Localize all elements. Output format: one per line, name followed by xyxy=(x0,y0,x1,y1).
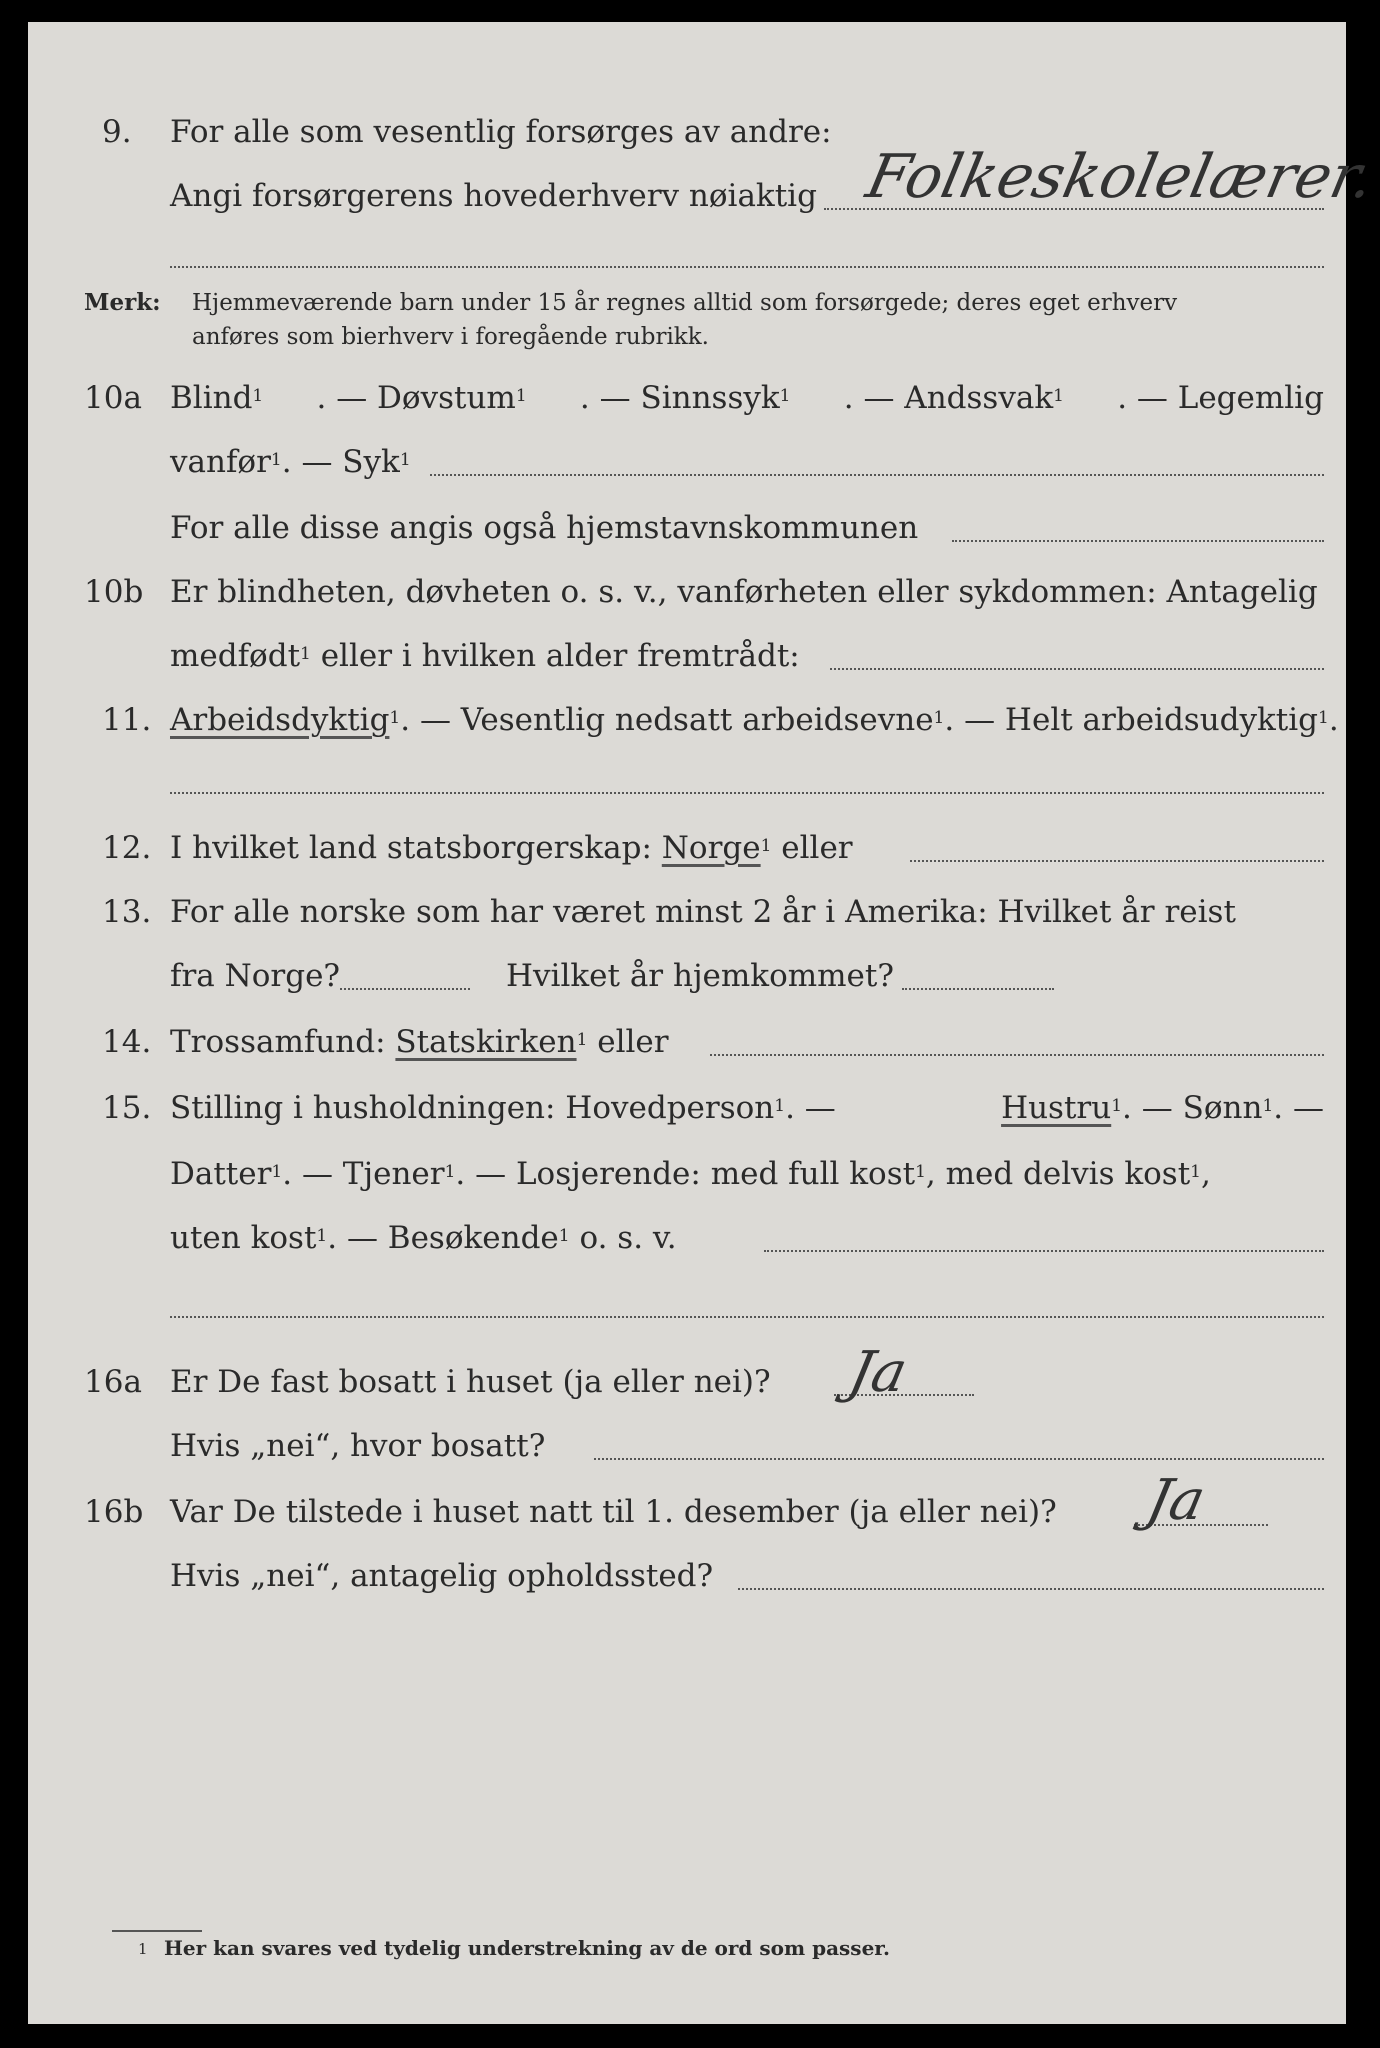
footnote-ref: 1 xyxy=(389,708,401,728)
q10b-line2 xyxy=(170,636,800,676)
footnote-rule xyxy=(112,1930,202,1932)
opt-norge: Norge xyxy=(661,830,761,866)
q15-osv: o. s. v. xyxy=(569,1220,677,1256)
footnote-ref: 1 xyxy=(399,450,411,470)
q15-extra-line xyxy=(170,1316,1324,1318)
opt-delvis-kost: , med delvis kost xyxy=(925,1156,1191,1192)
q15-number: 15. xyxy=(102,1090,152,1126)
q9-number: 9. xyxy=(102,114,132,150)
opt-arbeidsdyktig: Arbeidsdyktig xyxy=(170,702,390,738)
q10b-answer-line xyxy=(830,668,1324,670)
q10b-number: 10b xyxy=(84,574,144,610)
q9-line2: Angi forsørgerens hovederhverv nøiaktig xyxy=(170,178,817,214)
footnote-mark: 1 xyxy=(138,1940,148,1958)
q11-line xyxy=(170,700,1339,740)
footnote-ref: 1 xyxy=(252,386,264,406)
opt-legemlig: . — Legemlig xyxy=(1117,380,1324,416)
merk-label: Merk: xyxy=(84,289,161,316)
q15-answer-line xyxy=(764,1250,1324,1252)
q15-dash: . — xyxy=(785,1090,836,1126)
q16a-line1: Er De fast bosatt i huset (ja eller nei)? xyxy=(170,1364,771,1400)
q13-number: 13. xyxy=(102,894,152,930)
footnote-ref: 1 xyxy=(915,1162,926,1182)
q10a-home-line xyxy=(952,540,1324,542)
q10a-answer-line xyxy=(430,474,1324,476)
q13-line2b: Hvilket år hjemkommet? xyxy=(506,958,894,994)
footnote-ref: 1 xyxy=(774,1096,786,1116)
q10a-line1 xyxy=(170,378,1324,418)
footnote-ref: 1 xyxy=(316,1226,328,1246)
q9-answer: Folkeskolelærer. xyxy=(860,142,1380,212)
q13-line1: For alle norske som har været minst 2 år i Amerika: Hvilket år reist xyxy=(170,894,1236,930)
footnote-ref: 1 xyxy=(300,644,311,664)
opt-uten-kost: uten kost xyxy=(170,1220,317,1256)
q12-question: I hvilket land statsborgerskap: xyxy=(170,830,652,866)
opt-medfodt: medfødt xyxy=(170,638,301,674)
q13-reist-line xyxy=(340,988,470,990)
footnote-ref: 1 xyxy=(760,836,772,856)
q11-number: 11. xyxy=(102,702,152,738)
q15-dash: . — xyxy=(1273,1090,1324,1126)
opt-sonn: . — Sønn xyxy=(1122,1090,1263,1126)
merk-line1: Hjemmeværende barn under 15 år regnes alltid som forsørgede; deres eget erhverv xyxy=(192,290,1178,316)
footnote-ref: 1 xyxy=(933,708,945,728)
q16a-where-line xyxy=(594,1458,1324,1460)
q14-eller: eller xyxy=(587,1024,669,1060)
q9-line1: For alle som vesentlig forsørges av andre: xyxy=(170,114,832,150)
footnote-ref: 1 xyxy=(1190,1162,1201,1182)
opt-hustru: Hustru xyxy=(1001,1090,1112,1126)
footnote-ref: 1 xyxy=(1053,386,1064,406)
footnote-ref: 1 xyxy=(558,1226,570,1246)
opt-dovstum: . — Døvstum xyxy=(316,380,516,416)
q10a-number: 10a xyxy=(84,380,142,416)
q16b-answer: Ja xyxy=(1141,1468,1211,1533)
opt-full-kost: . — Losjerende: med full kost xyxy=(455,1156,916,1192)
footnote-ref: 1 xyxy=(270,450,282,470)
q12-number: 12. xyxy=(102,830,152,866)
q15-line2 xyxy=(170,1154,1324,1194)
opt-hovedperson: Stilling i husholdningen: Hovedperson xyxy=(170,1090,775,1126)
footnote-ref: 1 xyxy=(1318,708,1329,728)
q16b-number: 16b xyxy=(84,1494,144,1530)
q9-extra-line xyxy=(170,266,1324,268)
q12-answer-line xyxy=(910,860,1324,862)
q10a-line3: For alle disse angis også hjemstavnskommunen xyxy=(170,510,919,546)
opt-tjener: . — Tjener xyxy=(282,1156,445,1192)
q16a-line2: Hvis „nei“, hvor bosatt? xyxy=(170,1428,546,1464)
census-form-page xyxy=(28,22,1380,2024)
opt-statskirken: Statskirken xyxy=(395,1024,577,1060)
q14-number: 14. xyxy=(102,1024,152,1060)
q16b-line2: Hvis „nei“, antagelig opholdssted? xyxy=(170,1558,714,1594)
q16b-line1: Var De tilstede i huset natt til 1. desember (ja eller nei)? xyxy=(170,1494,1057,1530)
footnote-ref: 1 xyxy=(576,1030,588,1050)
footnote-ref: 1 xyxy=(1111,1096,1123,1116)
opt-andssvak: . — Andssvak xyxy=(843,380,1054,416)
q16b-where-line xyxy=(738,1588,1324,1590)
merk-line2: anføres som bierhverv i foregående rubrikk. xyxy=(192,324,709,350)
footnote-ref: 1 xyxy=(444,1162,456,1182)
opt-udyktig: . — Helt arbeidsudyktig xyxy=(944,702,1319,738)
q15-line3 xyxy=(170,1218,677,1258)
opt-vanfor: vanfør xyxy=(170,444,271,480)
q16a-number: 16a xyxy=(84,1364,142,1400)
opt-syk: . — Syk xyxy=(281,444,400,480)
q10b-line1: Er blindheten, døvheten o. s. v., vanførheten eller sykdommen: Antagelig xyxy=(170,574,1318,610)
footnote-ref: 1 xyxy=(1262,1096,1274,1116)
q15-line1 xyxy=(170,1088,1324,1128)
footnote-ref: 1 xyxy=(515,386,527,406)
opt-datter: Datter xyxy=(170,1156,272,1192)
q12-line xyxy=(170,828,853,868)
q13-hjem-line xyxy=(902,988,1054,990)
q16a-answer: Ja xyxy=(843,1340,913,1405)
q12-eller: eller xyxy=(771,830,853,866)
q14-question: Trossamfund: xyxy=(170,1024,386,1060)
footnote-text: Her kan svares ved tydelig understrekning av de ord som passer. xyxy=(164,1936,890,1960)
opt-nedsatt: . — Vesentlig nedsatt arbeidsevne xyxy=(400,702,934,738)
q15-comma: , xyxy=(1201,1156,1211,1192)
q11-extra-line xyxy=(170,792,1324,794)
footnote-ref: 1 xyxy=(779,386,791,406)
opt-blind: Blind xyxy=(170,380,253,416)
q10a-line2 xyxy=(170,442,411,482)
q11-period: . xyxy=(1328,702,1339,738)
opt-besokende: . — Besøkende xyxy=(327,1220,559,1256)
opt-sinnssyk: . — Sinnssyk xyxy=(579,380,780,416)
q13-line2a: fra Norge? xyxy=(170,958,341,994)
q14-answer-line xyxy=(710,1054,1324,1056)
q10b-question: eller i hvilken alder fremtrådt: xyxy=(310,638,800,674)
q14-line xyxy=(170,1022,669,1062)
footnote-ref: 1 xyxy=(271,1162,283,1182)
